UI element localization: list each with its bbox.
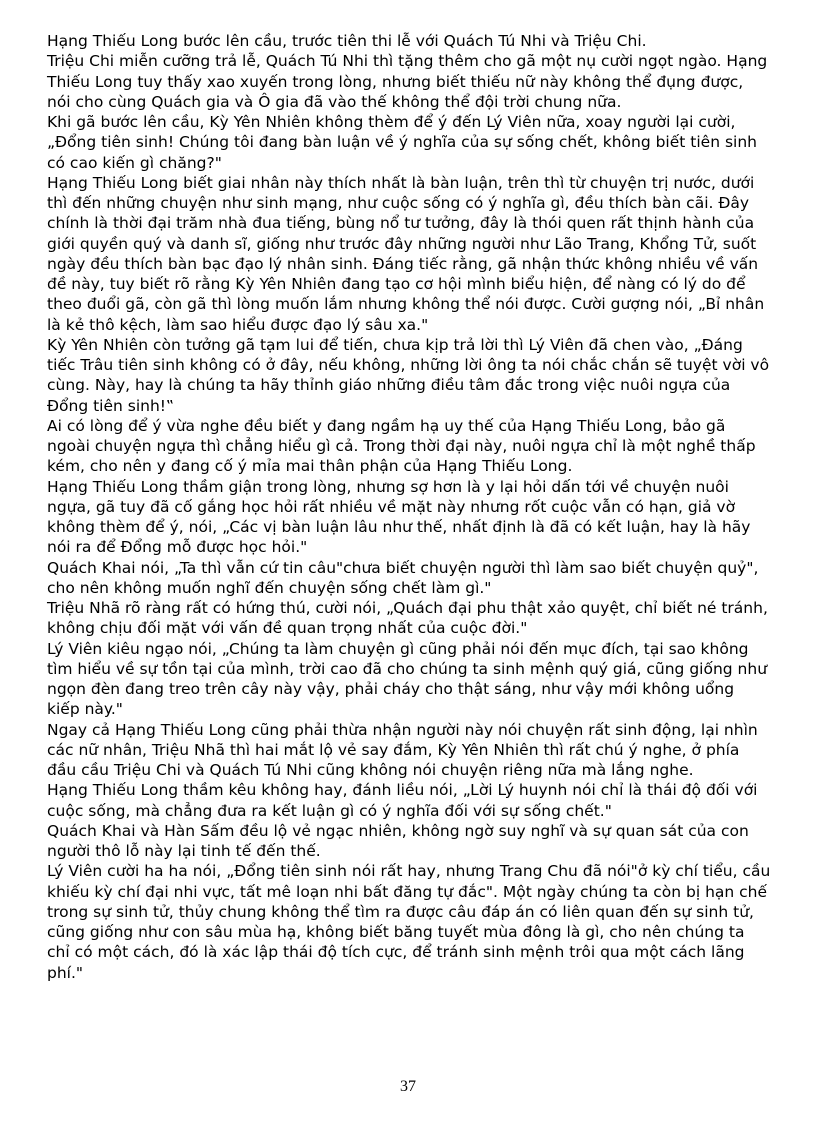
paragraph: Hạng Thiếu Long thầm giận trong lòng, nhưng sợ hơn là y lại hỏi dấn tới về chuyện nuôi ngựa, gã tuy đã cố gắng học hỏi rất nhiều về mặt này nhưng rốt cuộc vẫn có hạn, giả vờ không thèm để ý, nói, „Các vị bàn luận lâu như thế, nhất định là đã có kết luận, hay là hãy nói ra để Đổng mỗ được học hỏi."	[47, 477, 751, 557]
paragraph: Ai có lòng để ý vừa nghe đều biết y đang ngầm hạ uy thế của Hạng Thiếu Long, bảo gã ngoài chuyện ngựa thì chẳng hiểu gì cả. Trong thời đại này, nuôi ngựa chỉ là một nghề thấp kém, cho nên y đang cố ý mỉa mai thân phận của Hạng Thiếu Long.	[47, 416, 756, 476]
paragraph: Kỳ Yên Nhiên còn tưởng gã tạm lui để tiến, chưa kịp trả lời thì Lý Viên đã chen vào, „Đáng tiếc Trâu tiên sinh không có ở đây, nếu không, những lời ông ta nói chắc chắn sẽ tuyệt vời vô cùng. Này, hay là chúng ta hãy thỉnh giáo những điều tâm đắc trong việc nuôi ngựa của Đổng tiên sinh!‟	[47, 335, 770, 415]
paragraph: Ngay cả Hạng Thiếu Long cũng phải thừa nhận người này nói chuyện rất sinh động, lại nhìn các nữ nhân, Triệu Nhã thì hai mắt lộ vẻ say đắm, Kỳ Yên Nhiên thì rất chú ý nghe, ở phía đầu cầu Triệu Chi và Quách Tú Nhi cũng không nói chuyện riêng nữa mà lắng nghe.	[47, 720, 758, 779]
paragraph: Quách Khai và Hàn Sấm đều lộ vẻ ngạc nhiên, không ngờ suy nghĩ và sự quan sát của con người thô lỗ này lại tinh tế đến thế.	[47, 821, 749, 860]
paragraph: Khi gã bước lên cầu, Kỳ Yên Nhiên không thèm để ý đến Lý Viên nữa, xoay người lại cười, „Đổng tiên sinh! Chúng tôi đang bàn luận về ý nghĩa của sự sống chết, không biết tiên sinh có cao kiến gì chăng?"	[47, 113, 757, 172]
paragraph: Triệu Chi miễn cưỡng trả lễ, Quách Tú Nhi thì tặng thêm cho gã một nụ cười ngọt ngào. Hạng Thiếu Long tuy thấy xao xuyến trong lòng, nhưng biết thiếu nữ này không thể đụng được, nói cho cùng Quách gia và Ô gia đã vào thế không thể đội trời chung nữa.	[47, 52, 768, 111]
paragraph: Hạng Thiếu Long thầm kêu không hay, đánh liều nói, „Lời Lý huynh nói chỉ là thái độ đối với cuộc sống, mà chẳng đưa ra kết luận gì có ý nghĩa đối với sự sống chết."	[47, 781, 758, 820]
paragraph: Quách Khai nói, „Ta thì vẫn cứ tin câu"chưa biết chuyện người thì làm sao biết chuyện quỷ", cho nên không muốn nghĩ đến chuyện sống chết làm gì."	[47, 558, 759, 597]
page-body	[47, 31, 771, 983]
paragraph: Hạng Thiếu Long biết giai nhân này thích nhất là bàn luận, trên thì từ chuyện trị nước, dưới thì đến những chuyện như sinh mạng, như cuộc sống có ý nghĩa gì, đều thích bàn cãi. Đây chính là thời đại trăm nhà đua tiếng, bùng nổ tư tưởng, đây là thói quen rất thịnh hành của giới quyền quý và danh sĩ, giống như trước đây những người như Lão Trang, Khổng Tử, suốt ngày đều thích bàn bạc đạo lý nhân sinh. Đáng tiếc rằng, gã nhận thức không nhiều về vấn đề này, tuy biết rõ rằng Kỳ Yên Nhiên đang tạo cơ hội mình biểu hiện, để nàng có lý do để theo đuổi gã, còn gã thì lòng muốn lắm nhưng không thể nói được. Cười gượng nói, „Bỉ nhân là kẻ thô kệch, làm sao hiểu được đạo lý sâu xa."	[47, 173, 765, 334]
paragraph: Triệu Nhã rõ ràng rất có hứng thú, cười nói, „Quách đại phu thật xảo quyệt, chỉ biết né tránh, không chịu đối mặt với vấn đề quan trọng nhất của cuộc đời."	[47, 599, 768, 638]
paragraph: Lý Viên cười ha ha nói, „Đổng tiên sinh nói rất hay, nhưng Trang Chu đã nói"ở kỳ chí tiểu, cầu khiếu kỳ chí đại nhi vực, tất mê loạn nhi bất đăng tự đắc". Một ngày chúng ta còn bị hạn chế trong sự sinh tử, thủy chung không thể tìm ra được câu đáp án có liên quan đến sự sinh tử, cũng giống như con sâu mùa hạ, không biết băng tuyết mùa đông là gì, cho nên chúng ta chỉ có một cách, đó là xác lập thái độ tích cực, để tránh sinh mệnh trôi qua một cách lãng phí."	[47, 862, 771, 982]
paragraph: Hạng Thiếu Long bước lên cầu, trước tiên thi lễ với Quách Tú Nhi và Triệu Chi.	[47, 32, 647, 50]
paragraph: Lý Viên kiêu ngạo nói, „Chúng ta làm chuyện gì cũng phải nói đến mục đích, tại sao không tìm hiểu về sự tồn tại của mình, trời cao đã cho chúng ta sinh mệnh quý giá, cũng giống như ngọn đèn đang treo trên cây này vậy, phải cháy cho thật sáng, như vậy mới không uổng kiếp này."	[47, 639, 768, 719]
page-number: 37	[400, 1078, 416, 1095]
